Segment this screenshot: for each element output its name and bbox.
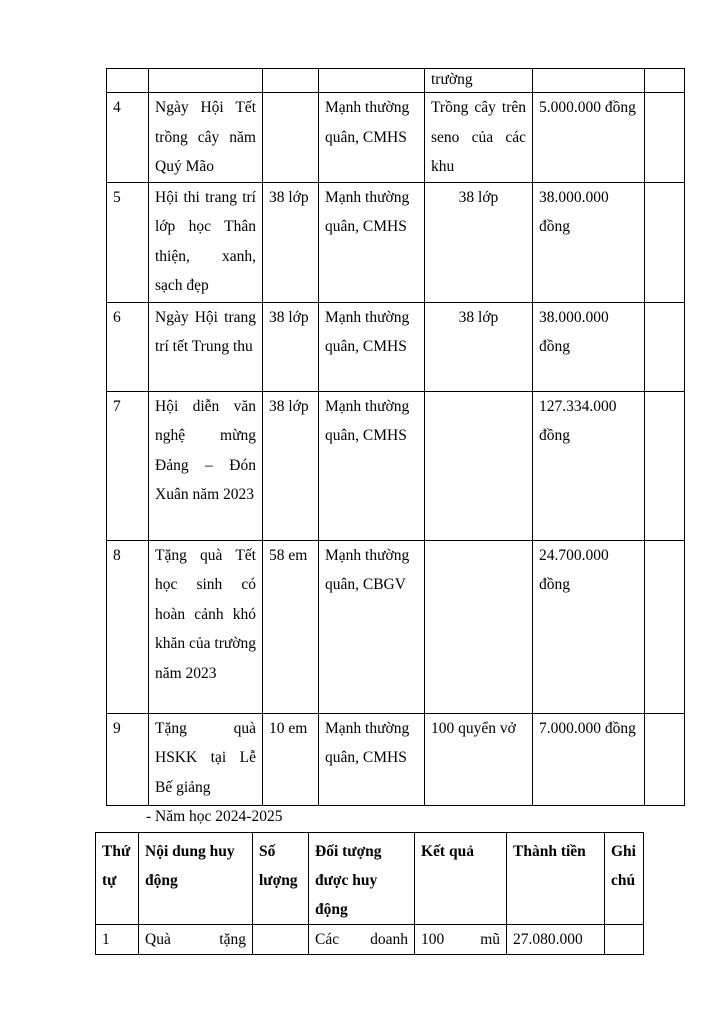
cell-content <box>149 69 263 93</box>
cell-quantity: 10 em <box>263 713 319 805</box>
table-row <box>107 540 685 713</box>
cell-result <box>425 391 533 540</box>
table-2022-2023-continued <box>106 68 685 806</box>
cell-note <box>645 93 685 183</box>
table-row <box>96 925 644 955</box>
cell-quantity: 38 lớp <box>263 391 319 540</box>
cell-target: Mạnh thường quân, CMHS <box>319 93 425 183</box>
cell-result: 100 mũ <box>415 925 507 955</box>
header-note: Ghi chú <box>605 833 644 925</box>
cell-content: Hội thi trang trí lớp học Thân thiện, xanh, sạch đẹp <box>149 182 263 302</box>
cell-amount: 24.700.000 đồng <box>533 540 645 713</box>
cell-no: 6 <box>107 302 149 391</box>
cell-content: Hội diễn văn nghệ mừng Đảng – Đón Xuân năm 2023 <box>149 391 263 540</box>
cell-no <box>107 69 149 93</box>
cell-target: Mạnh thường quân, CMHS <box>319 713 425 805</box>
table-row <box>107 302 685 391</box>
header-no: Thứ tự <box>96 833 139 925</box>
cell-quantity: 38 lớp <box>263 302 319 391</box>
header-target: Đối tượng được huy động <box>309 833 415 925</box>
cell-quantity <box>263 93 319 183</box>
cell-target: Các doanh <box>309 925 415 955</box>
cell-no: 4 <box>107 93 149 183</box>
cell-content: Tặng quà Tết học sinh có hoàn cảnh khó khăn của trường năm 2023 <box>149 540 263 713</box>
cell-target: Mạnh thường quân, CMHS <box>319 302 425 391</box>
cell-result: 38 lớp <box>425 302 533 391</box>
cell-no: 1 <box>96 925 139 955</box>
cell-content: Ngày Hội Tết trồng cây năm Quý Mão <box>149 93 263 183</box>
cell-amount: 27.080.000 <box>507 925 605 955</box>
cell-target <box>319 69 425 93</box>
cell-content: Quà tặng <box>139 925 253 955</box>
cell-no: 9 <box>107 713 149 805</box>
table-row <box>107 391 685 540</box>
table-row <box>107 93 685 183</box>
cell-no: 8 <box>107 540 149 713</box>
cell-note <box>645 540 685 713</box>
cell-note <box>605 925 644 955</box>
cell-note <box>645 713 685 805</box>
cell-amount: 127.334.000 đồng <box>533 391 645 540</box>
table-row <box>107 713 685 805</box>
cell-content: Ngày Hội trang trí tết Trung thu <box>149 302 263 391</box>
cell-target: Mạnh thường quân, CMHS <box>319 182 425 302</box>
cell-quantity <box>263 69 319 93</box>
cell-result: Trồng cây trên seno của các khu <box>425 93 533 183</box>
cell-amount <box>533 69 645 93</box>
cell-note <box>645 391 685 540</box>
cell-note <box>645 182 685 302</box>
cell-amount: 38.000.000 đồng <box>533 302 645 391</box>
school-year-label: - Năm học 2024-2025 <box>146 808 283 825</box>
cell-result: 38 lớp <box>425 182 533 302</box>
header-quantity: Số lượng <box>253 833 309 925</box>
table-2024-2025 <box>95 832 644 955</box>
cell-amount: 38.000.000 đồng <box>533 182 645 302</box>
table-header-row <box>96 833 644 925</box>
cell-note <box>645 302 685 391</box>
cell-note <box>645 69 685 93</box>
header-result: Kết quả <box>415 833 507 925</box>
cell-target: Mạnh thường quân, CMHS <box>319 391 425 540</box>
cell-no: 5 <box>107 182 149 302</box>
header-content: Nội dung huy động <box>139 833 253 925</box>
cell-result <box>425 540 533 713</box>
table-row <box>107 182 685 302</box>
table-row <box>107 69 685 93</box>
cell-no: 7 <box>107 391 149 540</box>
cell-quantity: 58 em <box>263 540 319 713</box>
cell-amount: 5.000.000 đồng <box>533 93 645 183</box>
cell-target: Mạnh thường quân, CBGV <box>319 540 425 713</box>
cell-quantity <box>253 925 309 955</box>
cell-result: 100 quyển vở <box>425 713 533 805</box>
cell-amount: 7.000.000 đồng <box>533 713 645 805</box>
cell-quantity: 38 lớp <box>263 182 319 302</box>
cell-result: trường <box>425 69 533 93</box>
header-amount: Thành tiền <box>507 833 605 925</box>
cell-content: Tặng quà HSKK tại Lễ Bế giảng <box>149 713 263 805</box>
